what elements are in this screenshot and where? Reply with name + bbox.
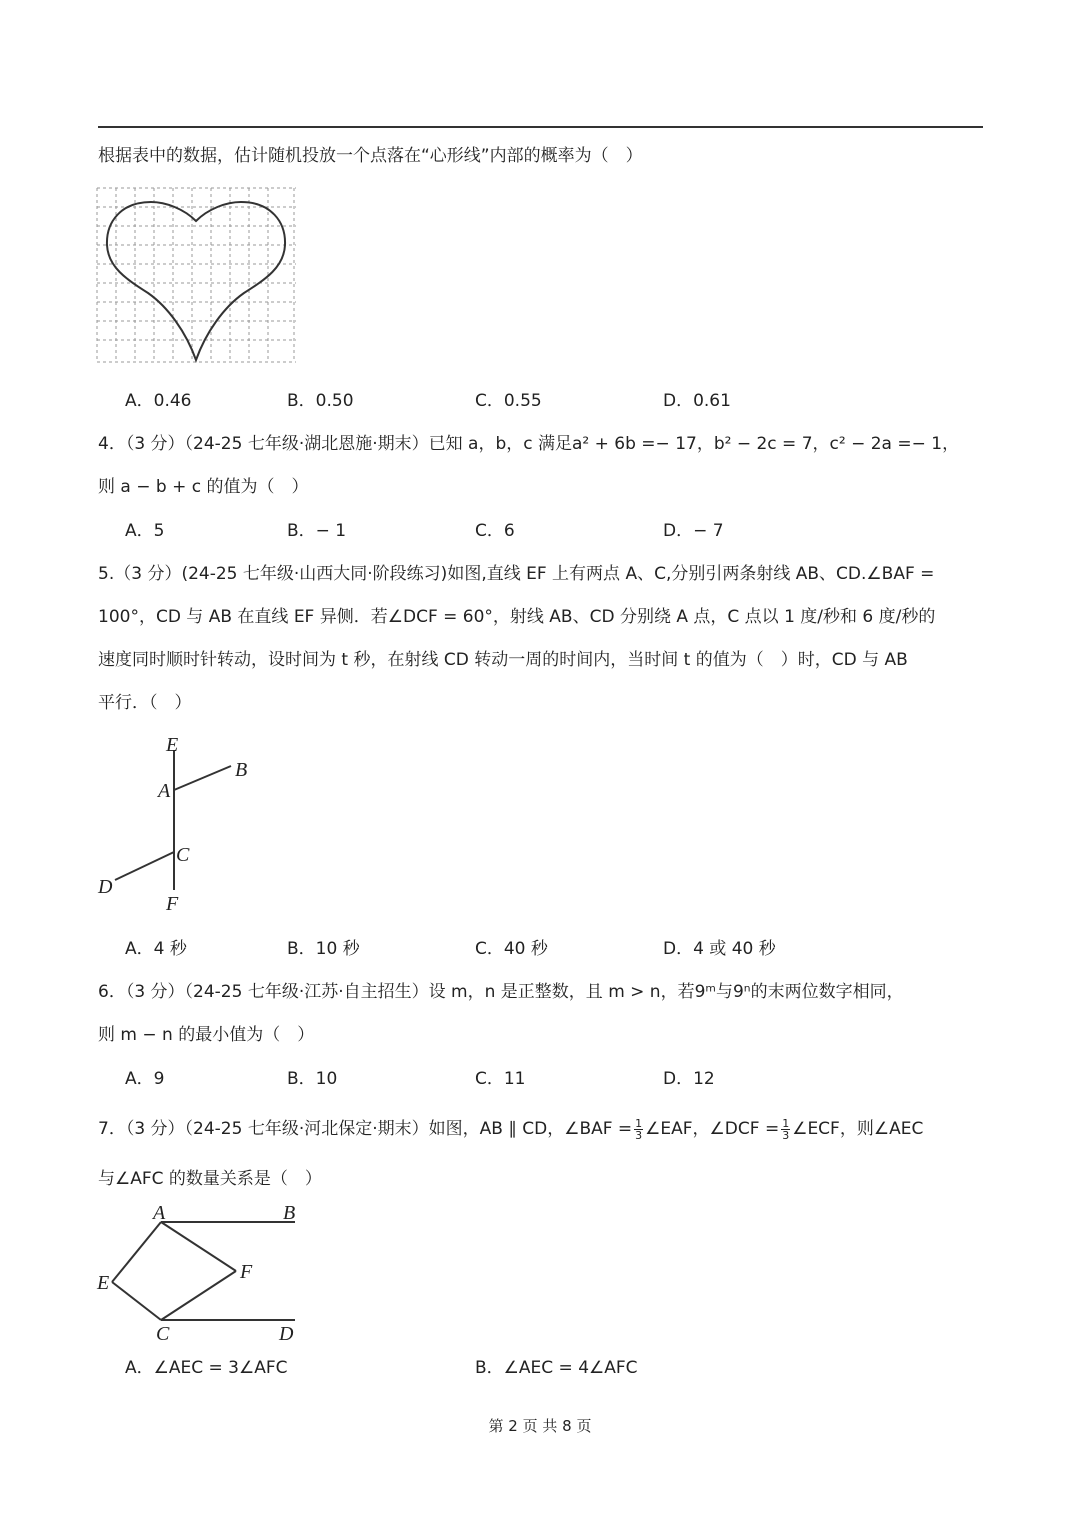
label-f: F [240,1261,253,1283]
fraction-numerator: 1 [635,1116,643,1130]
segment-af [161,1222,236,1271]
segment-ae [112,1222,161,1282]
q6-option-d: D．12 [663,1069,715,1089]
q6-option-c: C．11 [475,1069,526,1089]
fraction-denominator: 3 [782,1128,790,1142]
q6-option-a: A．9 [125,1069,165,1089]
q7-line1-part1: 7．（3 分）（24-25 七年级·河北保定·期末）如图，AB ∥ CD，∠BAF = [98,1119,633,1139]
q4-line1: 4．（3 分）（24-25 七年级·湖北恩施·期末）已知 a，b，c 满足a² + 6b =− 17，b² − 2c = 7，c² − 2a =− 1， [98,434,960,454]
q7-line1-part2: ∠EAF，∠DCF = [645,1119,780,1139]
ray-ab [174,766,231,790]
q5-option-d: D．4 或 40 秒 [663,939,776,959]
page-footer: 第 2 页 共 8 页 [488,1417,592,1435]
fraction-one-third-2 [781,1118,790,1141]
q3-option-c: C．0.55 [475,391,542,411]
label-a: A [158,780,171,802]
q3-option-b: B．0.50 [287,391,354,411]
q6-option-b: B．10 [287,1069,338,1089]
q6-line1: 6．（3 分）（24-25 七年级·江苏·自主招生）设 m，n 是正整数，且 m > n，若9ᵐ与9ⁿ的末两位数字相同， [98,982,904,1002]
q5-line1: 5.（3 分）(24-25 七年级·山西大同·阶段练习)如图,直线 EF 上有两点 A、C,分别引两条射线 AB、CD.∠BAF = [98,564,935,584]
q5-option-a: A．4 秒 [125,939,187,959]
fraction-numerator: 1 [782,1116,790,1130]
q5-line2: 100°，CD 与 AB 在直线 EF 异侧．若∠DCF = 60°，射线 AB、CD 分别绕 A 点，C 点以 1 度/秒和 6 度/秒的 [98,607,936,627]
label-b: B [235,759,248,781]
q7-figure [95,1200,310,1345]
q5-line4: 平行．（ ） [98,693,192,713]
q6-line2: 则 m − n 的最小值为（ ） [98,1025,315,1045]
label-e: E [166,734,179,756]
q4-line2: 则 a − b + c 的值为（ ） [98,477,309,497]
q3-option-a: A．0.46 [125,391,192,411]
label-b: B [283,1202,296,1224]
q7-line1 [98,1117,923,1141]
header-rule [98,126,983,128]
fraction-one-third [634,1118,643,1141]
segment-fc [161,1271,236,1320]
label-c: C [176,844,190,866]
label-c: C [156,1323,170,1345]
fraction-denominator: 3 [635,1128,643,1142]
q7-option-b: B．∠AEC = 4∠AFC [475,1358,638,1378]
q7-line1-part3: ∠ECF，则∠AEC [792,1119,924,1139]
q4-option-d: D．− 7 [663,521,724,541]
q5-line3: 速度同时顺时针转动，设时间为 t 秒，在射线 CD 转动一周的时间内，当时间 t 的值为（ ）时，CD 与 AB [98,650,908,670]
q5-option-b: B．10 秒 [287,939,360,959]
q7-line2: 与∠AFC 的数量关系是（ ） [98,1169,322,1189]
q5-figure [95,730,265,915]
q7-option-a: A．∠AEC = 3∠AFC [125,1358,288,1378]
label-e: E [97,1272,110,1294]
q4-option-a: A．5 [125,521,165,541]
q3-option-d: D．0.61 [663,391,731,411]
q3-stem: 根据表中的数据，估计随机投放一个点落在“心形线”内部的概率为（ ） [98,146,643,166]
ray-cd [115,852,174,880]
grid-lines [97,188,296,362]
segment-ec [112,1282,161,1320]
label-a: A [153,1202,166,1224]
q4-option-b: B．− 1 [287,521,347,541]
q5-option-c: C．40 秒 [475,939,548,959]
q4-option-c: C．6 [475,521,515,541]
heart-figure [96,187,298,365]
label-f: F [166,893,179,915]
label-d: D [279,1323,294,1345]
label-d: D [98,876,113,898]
